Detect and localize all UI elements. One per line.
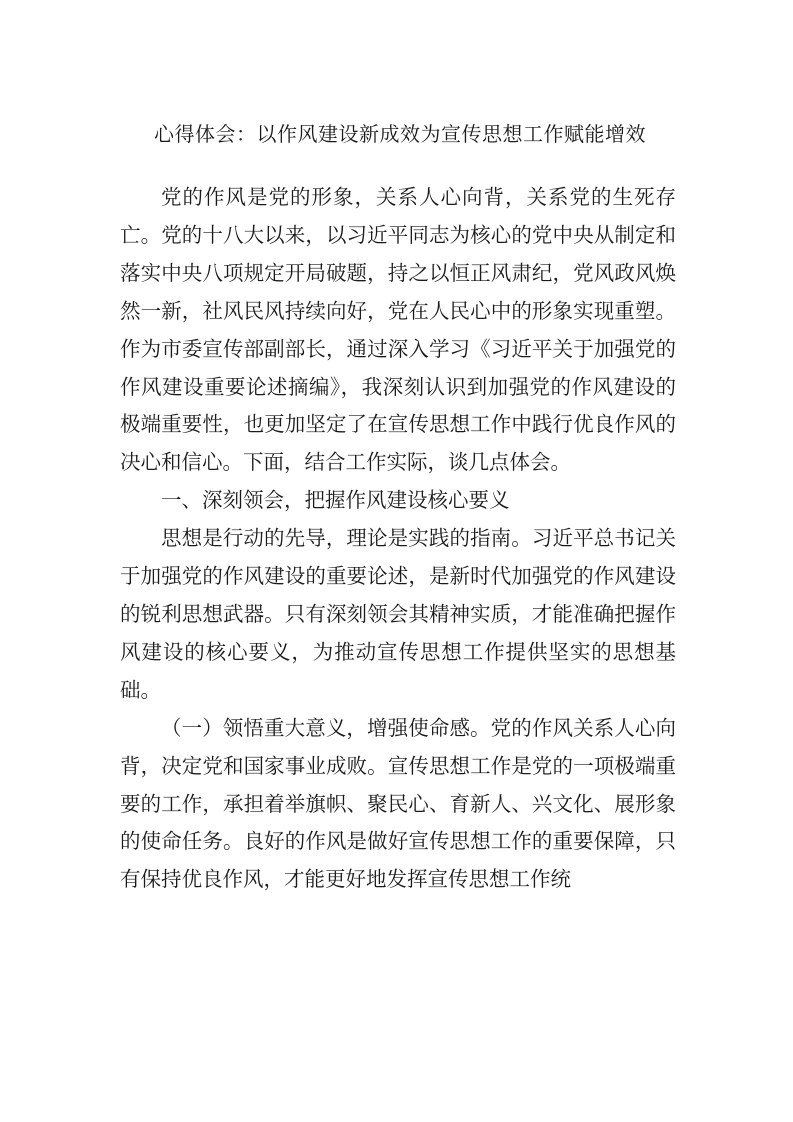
document-body bbox=[120, 179, 676, 899]
subsection-1-paragraph: （一）领悟重大意义，增强使命感。党的作风关系人心向背，决定党和国家事业成败。宣传思想工作是党的一项极端重要的工作，承担着举旗帜、聚民心、育新人、兴文化、展形象的使命任务。良好的作风是做好宣传思想工作的重要保障，只有保持优良作风，才能更好地发挥宣传思想工作统 bbox=[120, 715, 676, 892]
document-title: 心得体会：以作风建设新成效为宣传思想工作赋能增效 bbox=[154, 122, 646, 146]
section-heading-1: 一、深刻领会，把握作风建设核心要义 bbox=[161, 488, 510, 513]
section-1-paragraph: 思想是行动的先导，理论是实践的指南。习近平总书记关于加强党的作风建设的重要论述，是新时代加强党的作风建设的锐利思想武器。只有深刻领会其精神实质，才能准确把握作风建设的核心要义，为推动宣传思想工作提供坚实的思想基础。 bbox=[120, 526, 676, 702]
intro-paragraph: 党的作风是党的形象，关系人心向背，关系党的生死存亡。党的十八大以来，以习近平同志为核心的党中央从制定和落实中央八项规定开局破题，持之以恒正风肃纪，党风政风焕然一新，社风民风持续向好，党在人民心中的形象实现重塑。作为市委宣传部副部长，通过深入学习《习近平关于加强党的作风建设重要论述摘编》，我深刻认识到加强党的作风建设的极端重要性，也更加坚定了在宣传思想工作中践行优良作风的决心和信心。下面，结合工作实际，谈几点体会。 bbox=[120, 185, 676, 475]
